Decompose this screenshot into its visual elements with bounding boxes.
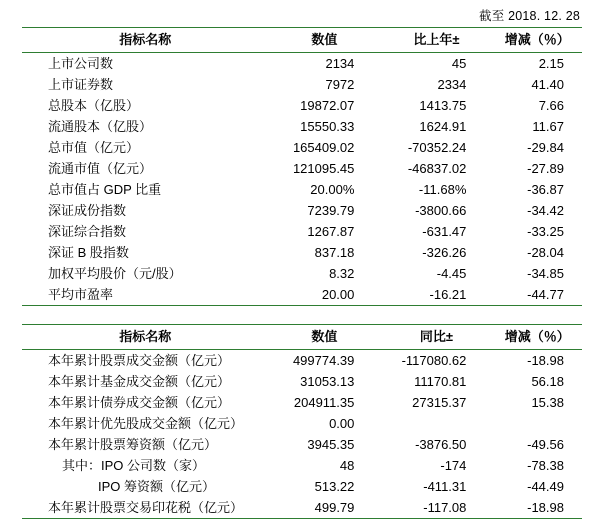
row-value: 20.00 (268, 284, 380, 306)
row-value: 3945.35 (307, 437, 355, 452)
row-value: 7972 (325, 77, 355, 92)
row-compare: 2334 (437, 77, 467, 92)
row-value: 19872.07 (300, 98, 355, 113)
row-compare: 45 (451, 56, 467, 71)
row-label: 其中：IPO 公司数（家） (62, 458, 206, 473)
table-row (22, 434, 582, 455)
table-row (22, 158, 582, 179)
table-row (22, 392, 582, 413)
row-value: 499.79 (268, 497, 380, 519)
table1-header-change: 增减（％） (492, 28, 582, 53)
row-label: 本年累计股票成交金额（亿元） (48, 353, 231, 368)
row-value: 499774.39 (292, 353, 355, 368)
table-row (22, 116, 582, 137)
row-change: -49.56 (527, 437, 564, 452)
row-compare: -411.31 (423, 479, 467, 494)
row-compare: 11170.81 (414, 374, 467, 389)
row-label: 深证 B 股指数 (48, 245, 129, 260)
table2-header-compare: 同比± (380, 325, 492, 350)
row-label: 本年累计债券成交金额（亿元） (48, 395, 231, 410)
table-row (22, 242, 582, 263)
table-row (22, 200, 582, 221)
row-change: -78.38 (527, 458, 564, 473)
row-label: 总市值（亿元） (48, 140, 140, 155)
row-label: 平均市盈率 (22, 284, 268, 306)
row-value: 48 (339, 458, 355, 473)
table-row (22, 137, 582, 158)
table-row (22, 371, 582, 392)
table2-body (22, 350, 582, 519)
row-value: 8.32 (329, 266, 355, 281)
row-compare: -174 (440, 458, 467, 473)
table-row (22, 95, 582, 116)
cumulative-turnover-table (22, 324, 582, 519)
row-change: -28.04 (527, 245, 564, 260)
row-value: 837.18 (314, 245, 355, 260)
row-change (492, 413, 582, 434)
row-change: -18.98 (527, 353, 564, 368)
row-compare: -3800.66 (415, 203, 467, 218)
table2-header (22, 325, 582, 350)
row-value: 20.00% (310, 182, 355, 197)
row-compare: 1413.75 (419, 98, 467, 113)
table2-header-change: 增减（％） (492, 325, 582, 350)
table-row (22, 221, 582, 242)
table2-header-name: 指标名称 (22, 325, 268, 350)
table-row (22, 263, 582, 284)
market-overview-table (22, 27, 582, 306)
row-change: -27.89 (527, 161, 564, 176)
row-label: 本年累计基金成交金额（亿元） (48, 374, 231, 389)
row-compare: 1624.91 (419, 119, 467, 134)
table-row (22, 497, 582, 519)
row-label: 流通股本（亿股） (48, 119, 153, 134)
row-value: 2134 (325, 56, 355, 71)
row-change: -18.98 (492, 497, 582, 519)
row-change: -33.25 (527, 224, 564, 239)
row-value: 204911.35 (293, 395, 355, 410)
row-change: 2.15 (538, 56, 564, 71)
table-row (22, 53, 582, 75)
row-compare: -16.21 (380, 284, 492, 306)
row-value: 165409.02 (292, 140, 355, 155)
row-change: 41.40 (531, 77, 564, 92)
row-change: 11.67 (532, 119, 564, 134)
row-label: 总股本（亿股） (48, 98, 140, 113)
row-change: -44.77 (492, 284, 582, 306)
row-label: 本年累计优先股成交金额（亿元） (48, 416, 244, 431)
row-value: 31053.13 (300, 374, 355, 389)
row-label: 本年累计股票交易印花税（亿元） (22, 497, 268, 519)
row-value: 7239.79 (307, 203, 355, 218)
row-value: 15550.33 (300, 119, 355, 134)
row-change: -44.49 (527, 479, 564, 494)
table-row (22, 476, 582, 497)
row-change: 15.38 (531, 395, 564, 410)
as-of-date: 截至 2018. 12. 28 (479, 9, 580, 23)
table1-header-compare: 比上年± (380, 28, 492, 53)
row-label: IPO 筹资额（亿元） (98, 479, 216, 494)
row-compare: -3876.50 (415, 437, 467, 452)
row-compare: -4.45 (436, 266, 467, 281)
row-compare: -11.68% (418, 182, 467, 197)
row-compare: -631.47 (422, 224, 467, 239)
row-compare: -117080.62 (401, 353, 467, 368)
row-value: 513.22 (314, 479, 355, 494)
row-compare: -326.26 (422, 245, 467, 260)
table-row (22, 284, 582, 306)
row-compare: -46837.02 (407, 161, 467, 176)
row-change: -29.84 (527, 140, 564, 155)
table1-header (22, 28, 582, 53)
table-row (22, 350, 582, 372)
row-label: 上市公司数 (48, 56, 114, 71)
row-label: 流通市值（亿元） (48, 161, 153, 176)
table-row (22, 179, 582, 200)
row-change: -36.87 (527, 182, 564, 197)
table1-header-value: 数值 (268, 28, 380, 53)
row-value: 1267.87 (307, 224, 355, 239)
row-label: 加权平均股价（元/股） (48, 266, 182, 281)
table1-body (22, 53, 582, 306)
table2-header-value: 数值 (268, 325, 380, 350)
row-compare: -70352.24 (407, 140, 467, 155)
row-compare: 27315.37 (412, 395, 467, 410)
table-separator (22, 306, 582, 324)
table-row (22, 455, 582, 476)
row-change: 56.18 (531, 374, 564, 389)
row-label: 深证综合指数 (48, 224, 127, 239)
row-change: -34.42 (527, 203, 564, 218)
row-label: 深证成份指数 (48, 203, 127, 218)
row-compare: -117.08 (380, 497, 492, 519)
row-value: 0.00 (329, 416, 355, 431)
row-change: -34.85 (527, 266, 564, 281)
row-value: 121095.45 (292, 161, 355, 176)
row-label: 本年累计股票筹资额（亿元） (48, 437, 218, 452)
row-label: 上市证券数 (48, 77, 114, 92)
table1-header-name: 指标名称 (22, 28, 268, 53)
row-change: 7.66 (538, 98, 564, 113)
row-label: 总市值占 GDP 比重 (48, 182, 162, 197)
table-row (22, 413, 582, 434)
row-compare (380, 413, 492, 434)
table-row (22, 74, 582, 95)
